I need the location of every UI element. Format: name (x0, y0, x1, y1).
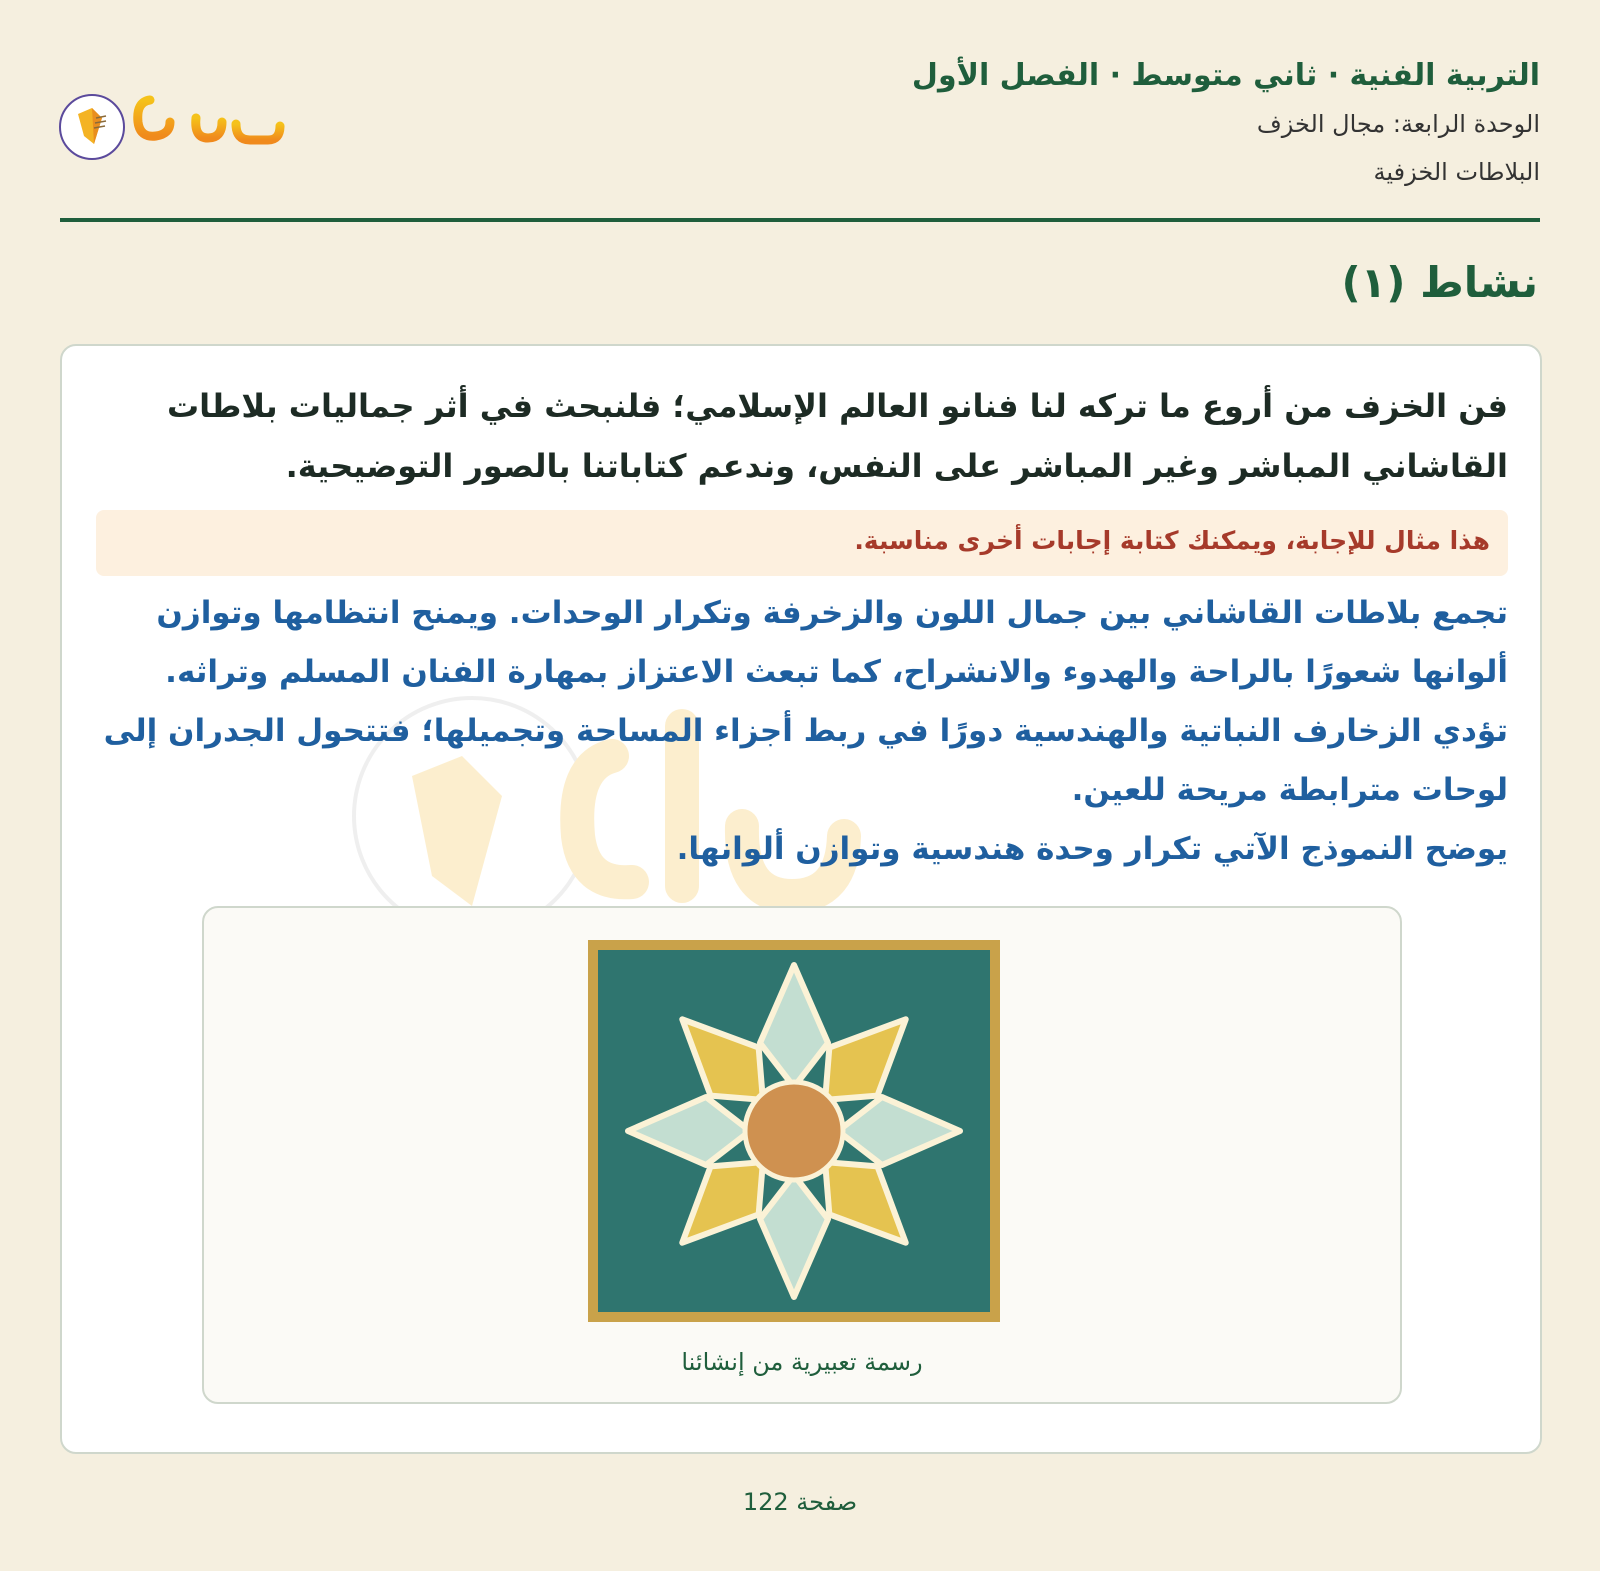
figure-box (202, 906, 1402, 1404)
book-title: التربية الفنية · ثاني متوسط · الفصل الأول (911, 58, 1540, 93)
answer-note (96, 510, 1508, 576)
page-number: صفحة 122 (742, 1488, 858, 1516)
question-text: فن الخزف من أروع ما تركه لنا فنانو العالم الإسلامي؛ فلنبحث في أثر جماليات بلاطات القاشاني المباشر وغير المباشر على النفس، وندعم كتاباتنا بالصور التوضيحية. (167, 387, 1508, 485)
answer-text (96, 584, 1508, 879)
activity-title: نشاط (١) (1341, 258, 1538, 307)
unit-title: الوحدة الرابعة: مجال الخزف (1256, 110, 1540, 138)
answer-note-text: هذا مثال للإجابة، ويمكنك كتابة إجابات أخرى مناسبة. (854, 526, 1490, 555)
answer-paragraph: يوضح النموذج الآتي تكرار وحدة هندسية وتوازن ألوانها. (676, 831, 1508, 867)
header-divider (60, 218, 1540, 222)
activity-card (60, 344, 1542, 1454)
lesson-title: البلاطات الخزفية (1373, 158, 1540, 186)
hulul-logo (58, 78, 288, 168)
page-header (912, 52, 1540, 196)
figure-caption: رسمة تعبيرية من إنشائنا (681, 1348, 923, 1376)
answer-paragraph: تجمع بلاطات القاشاني بين جمال اللون والزخرفة وتكرار الوحدات. ويمنح انتظامها وتوازن ألوانها شعورًا بالراحة والهدوء والانشراح، كما تبعث الاعتزاز بمهارة الفنان المسلم وتراثه. تؤدي الزخارف النباتية والهندسية دورًا في ربط أجزاء المساحة وتجميلها؛ فتتحول الجدران إلى لوحات مترابطة مريحة للعين. (103, 595, 1508, 808)
ceramic-tile-illustration (588, 940, 1000, 1322)
tile-center-circle (745, 1082, 843, 1180)
